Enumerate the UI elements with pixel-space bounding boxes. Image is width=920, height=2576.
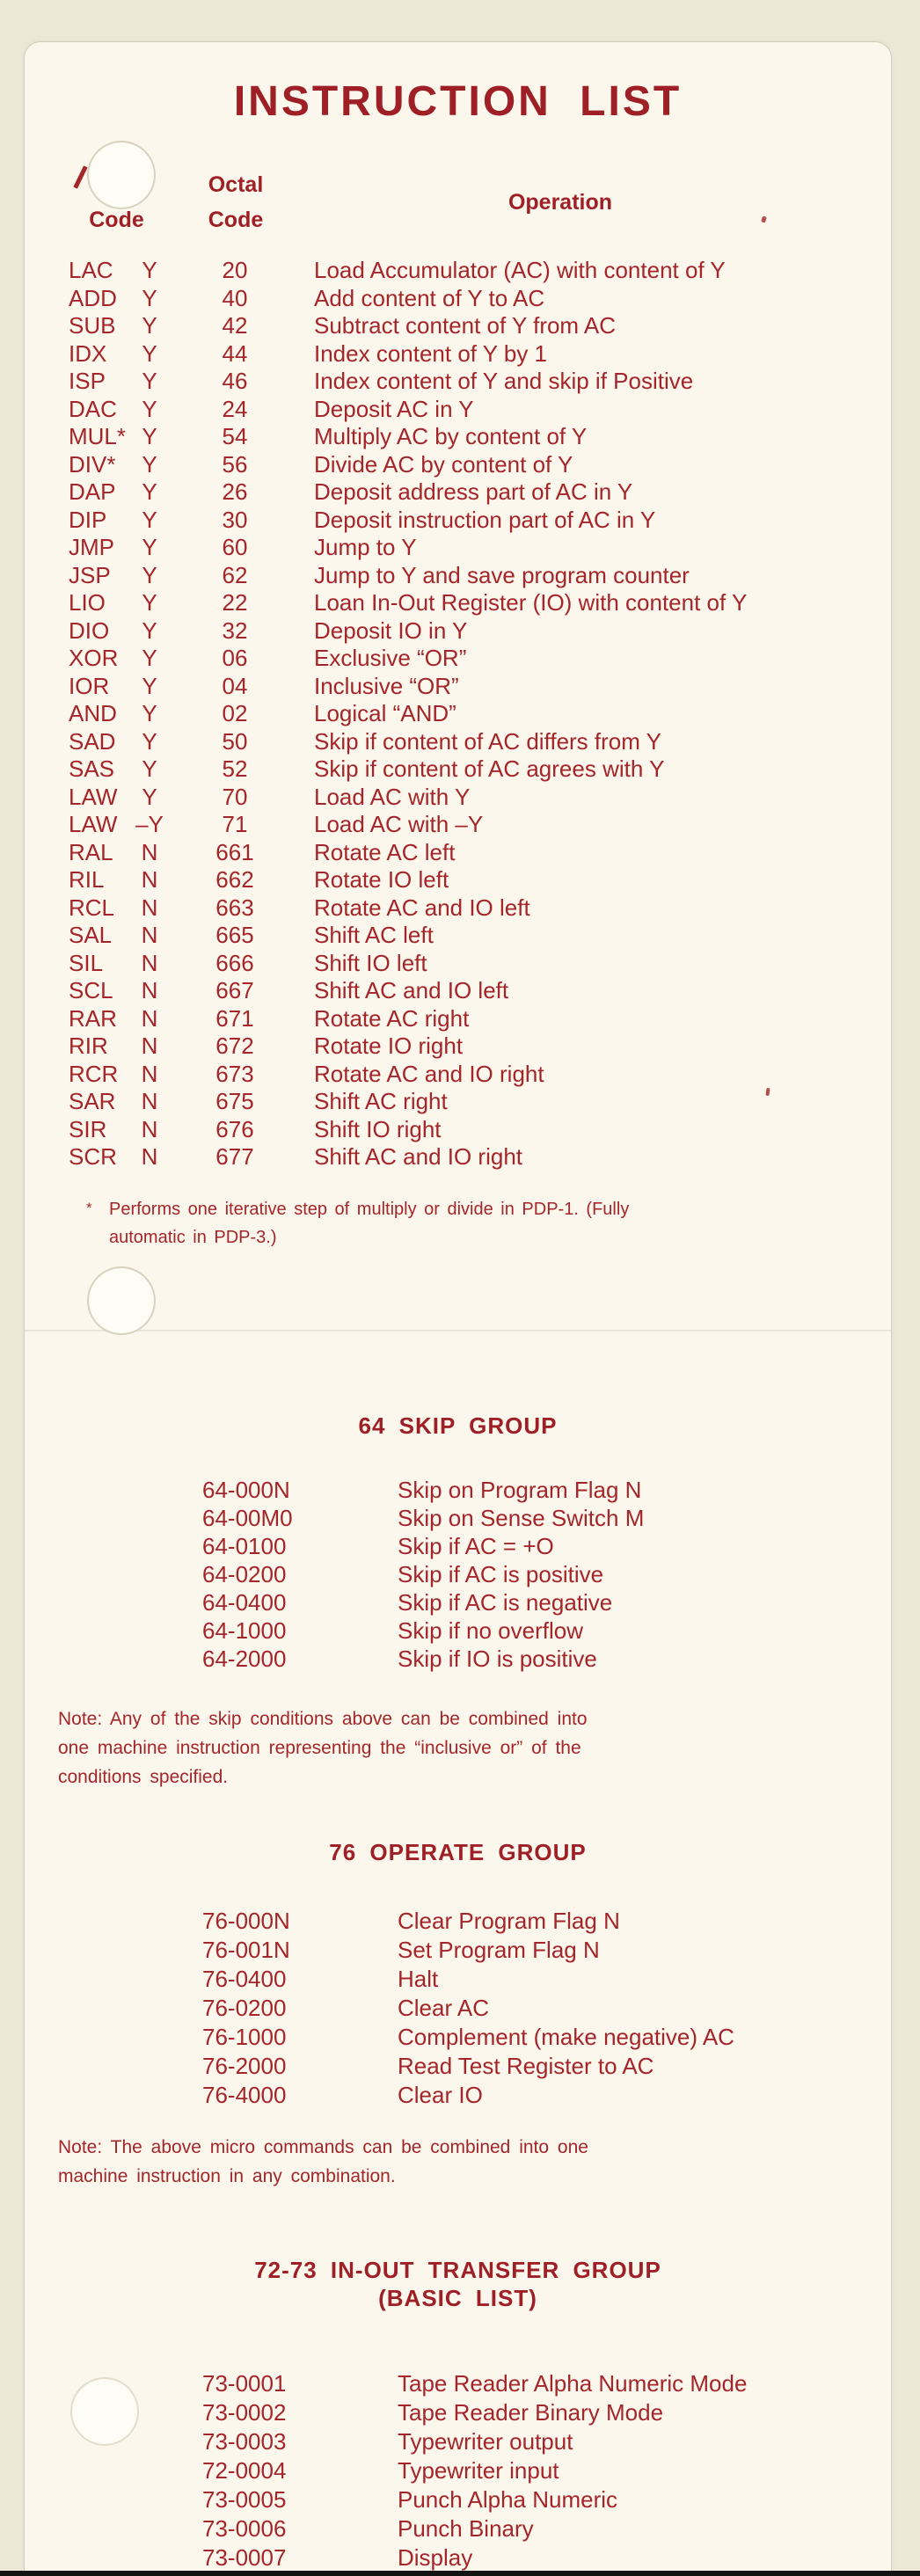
instruction-row [0,478,920,507]
iot-row [0,2456,920,2485]
arg-cell: Y [142,423,157,449]
arg-cell: N [141,838,158,865]
arg-cell: Y [142,506,157,533]
code-cell: DAC [69,395,117,422]
code-cell: 76-000N [202,1908,290,1934]
code-cell: SCL [69,977,113,1003]
operation-cell: Load AC with –Y [314,811,484,837]
operate-row [0,1965,920,1994]
code-cell: DIO [69,617,110,644]
operation-cell: Skip if AC = +O [398,1533,554,1559]
code-cell: DIV* [69,450,116,478]
note-line: Note: The above micro commands can be combined into one [58,2137,588,2157]
code-cell: 64-0100 [202,1533,287,1559]
code-cell: 64-0400 [202,1589,287,1616]
instruction-row [0,368,920,396]
card-seam-edge [25,1330,891,1332]
arg-cell: N [141,1060,158,1087]
operate-row [0,1907,920,1936]
code-cell: 76-0200 [202,1995,287,2021]
operation-cell: Shift AC and IO left [314,977,509,1003]
code-cell: 72-0004 [202,2457,287,2484]
operate-row [0,1936,920,1965]
code-cell: LAW [69,811,118,837]
operation-cell: Rotate AC and IO right [314,1060,544,1087]
arg-cell: Y [142,312,157,339]
operation-cell: Halt [398,1966,439,1992]
operation-cell: Deposit AC in Y [314,395,474,422]
operate-row [0,2023,920,2052]
code-cell: SIR [69,1115,107,1142]
arg-cell: N [141,949,158,976]
operation-cell: Tape Reader Alpha Numeric Mode [398,2370,748,2397]
iot-row [0,2543,920,2572]
instruction-row [0,562,920,590]
code-cell: RCL [69,894,115,921]
operation-cell: Loan In-Out Register (IO) with content of Y [314,589,748,616]
operation-cell: Rotate AC right [314,1004,470,1032]
operate-group-heading: 76 OPERATE GROUP [329,1839,587,1865]
footnote-text1: Performs one iterative step of multiply or divide in PDP-1. (Fully [109,1200,630,1219]
instruction-row [0,866,920,894]
octal-cell: 20 [222,257,248,283]
arg-cell: Y [142,284,157,311]
operation-cell: Rotate IO right [314,1033,464,1059]
operation-cell: Display [398,2544,473,2571]
arg-cell: N [141,1033,158,1059]
code-cell: 73-0005 [202,2486,287,2513]
code-cell: 76-1000 [202,2024,287,2050]
iot-group-subheading: (BASIC LIST) [378,2285,537,2311]
code-cell: SIL [69,949,104,976]
iot-group-table [0,2369,920,2572]
operation-cell: Skip if content of AC differs from Y [314,727,662,755]
instruction-row [0,340,920,369]
instruction-row [0,673,920,701]
arg-cell: Y [142,783,157,810]
octal-cell: 665 [215,922,254,948]
arg-cell: N [141,1115,158,1142]
octal-cell: 666 [215,949,254,976]
operation-cell: Shift IO right [314,1115,442,1142]
skip-row [0,1532,920,1560]
operation-cell: Clear IO [398,2082,483,2108]
operation-cell: Load AC with Y [314,783,471,810]
instruction-row [0,1088,920,1116]
operation-cell: Skip if no overflow [398,1617,583,1644]
code-cell: SUB [69,312,116,339]
arg-cell: –Y [135,811,164,837]
instruction-row [0,396,920,424]
asterisk-marker: * [86,1200,92,1216]
arg-cell: Y [142,561,157,588]
operate-row [0,1994,920,2023]
code-cell: SAS [69,755,115,782]
octal-cell: 677 [215,1143,254,1170]
operation-cell: Deposit address part of AC in Y [314,478,633,505]
code-cell: 76-0400 [202,1966,287,1992]
code-cell: DAP [69,478,116,505]
skip-group-heading: 64 SKIP GROUP [358,1412,558,1439]
octal-cell: 661 [215,838,254,865]
code-cell: RIR [69,1033,108,1059]
instruction-row [0,312,920,340]
code-cell: SCR [69,1143,117,1170]
note-line: conditions specified. [58,1767,229,1787]
arg-cell: Y [142,257,157,283]
code-cell: 76-4000 [202,2082,287,2108]
operation-cell: Skip if AC is positive [398,1561,604,1587]
skip-row [0,1504,920,1532]
note-line: one machine instruction representing the “inclusive or” of the [58,1738,581,1758]
page-title: INSTRUCTION LIST [233,78,683,125]
skip-row [0,1476,920,1504]
code-cell: RIL [69,866,105,893]
operate-group-note [58,2133,727,2191]
instruction-row [0,645,920,673]
code-cell: MUL* [69,423,127,449]
instruction-row [0,839,920,867]
code-cell: 73-0001 [202,2370,287,2397]
arg-cell: Y [142,368,157,394]
octal-cell: 40 [222,284,248,311]
iot-row [0,2514,920,2543]
code-cell: LAW [69,783,118,810]
operation-cell: Skip if IO is positive [398,1646,597,1672]
code-cell: 76-2000 [202,2053,287,2079]
operation-cell: Clear Program Flag N [398,1908,620,1934]
octal-cell: 22 [222,589,248,616]
operation-cell: Inclusive “OR” [314,672,459,699]
code-cell: RAR [69,1004,117,1032]
operation-cell: Shift AC right [314,1088,448,1114]
code-cell: LAC [69,257,113,283]
code-cell: SAR [69,1088,116,1114]
code-cell: ISP [69,368,106,394]
octal-cell: 24 [222,395,248,422]
code-cell: XOR [69,645,119,671]
operation-cell: Deposit instruction part of AC in Y [314,506,656,533]
code-cell: 64-1000 [202,1617,287,1644]
operate-row [0,2081,920,2110]
octal-cell: 673 [215,1060,254,1087]
scan-edge-bar [0,2571,920,2576]
arg-cell: N [141,922,158,948]
arg-cell: Y [142,589,157,616]
operation-cell: Skip if content of AC agrees with Y [314,755,665,782]
code-cell: IDX [69,339,107,367]
operation-cell: Divide AC by content of Y [314,450,573,478]
column-header-octal-code [192,167,280,237]
code-cell: 64-2000 [202,1646,287,1672]
operation-cell: Shift IO left [314,949,427,976]
footnote [86,1194,755,1252]
octal-cell: 62 [222,561,248,588]
footnote-line2: automatic in PDP-3.) [109,1228,277,1247]
operation-cell: Skip on Program Flag N [398,1477,642,1503]
operation-cell: Deposit IO in Y [314,617,468,644]
instruction-row [0,922,920,950]
arg-cell: N [141,1004,158,1032]
instruction-row [0,1116,920,1144]
arg-cell: Y [142,700,157,726]
code-cell: IOR [69,672,110,699]
code-cell: LIO [69,589,106,616]
instruction-table [0,257,920,1171]
instruction-row [0,589,920,617]
operation-cell: Shift AC left [314,922,434,948]
operation-cell: Exclusive “OR” [314,645,467,671]
operation-cell: Read Test Register to AC [398,2053,654,2079]
arg-cell: Y [142,727,157,755]
arg-cell: Y [142,395,157,422]
operation-cell: Rotate AC left [314,838,456,865]
column-header-octal-line1: Octal [208,172,264,197]
instruction-row [0,755,920,784]
operation-cell: Jump to Y [314,534,417,560]
arg-cell: Y [142,755,157,782]
octal-cell: 667 [215,977,254,1003]
code-cell: 64-00M0 [202,1505,293,1531]
operation-cell: Index content of Y by 1 [314,339,548,367]
code-cell: ADD [69,284,117,311]
code-cell: SAL [69,922,113,948]
code-cell: 64-0200 [202,1561,287,1587]
octal-cell: 56 [222,450,248,478]
octal-cell: 54 [222,423,248,449]
operation-cell: Typewriter input [398,2457,559,2484]
code-cell: DIP [69,506,107,533]
operation-cell: Rotate IO left [314,866,449,893]
operation-cell: Add content of Y to AC [314,284,545,311]
operation-cell: Skip on Sense Switch M [398,1505,645,1531]
octal-cell: 60 [222,534,248,560]
operation-cell: Clear AC [398,1995,490,2021]
instruction-row [0,894,920,923]
octal-cell: 672 [215,1033,254,1059]
arg-cell: Y [142,534,157,560]
skip-group-note [58,1704,727,1792]
column-header-octal-line2: Code [208,208,264,232]
instruction-row [0,617,920,646]
operation-cell: Complement (make negative) AC [398,2024,734,2050]
octal-cell: 675 [215,1088,254,1114]
instruction-row [0,451,920,479]
footnote-line1 [86,1194,755,1223]
instruction-row [0,507,920,535]
operation-cell: Load Accumulator (AC) with content of Y [314,257,726,283]
operation-cell: Multiply AC by content of Y [314,423,588,449]
operation-cell: Set Program Flag N [398,1937,600,1963]
arg-cell: N [141,1143,158,1170]
code-cell: SAD [69,727,116,755]
code-cell: AND [69,700,117,726]
octal-cell: 70 [222,783,248,810]
arg-cell: N [141,894,158,921]
operation-cell: Typewriter output [398,2428,573,2455]
skip-row [0,1616,920,1645]
octal-cell: 44 [222,339,248,367]
skip-row [0,1588,920,1616]
arg-cell: N [141,1088,158,1114]
operate-group-table [0,1907,920,2110]
instruction-row [0,1033,920,1061]
code-cell: 73-0003 [202,2428,287,2455]
arg-cell: N [141,866,158,893]
operation-cell: Subtract content of Y from AC [314,312,617,339]
instruction-row [0,811,920,839]
operation-cell: Tape Reader Binary Mode [398,2399,664,2426]
operation-cell: Index content of Y and skip if Positive [314,368,694,394]
instruction-row [0,977,920,1005]
octal-cell: 52 [222,755,248,782]
operate-row [0,2052,920,2081]
note-line: machine instruction in any combination. [58,2166,396,2186]
skip-row [0,1560,920,1588]
instruction-row [0,257,920,285]
instruction-row [0,285,920,313]
code-cell: JMP [69,534,114,560]
octal-cell: 04 [222,672,248,699]
instruction-row [0,784,920,812]
instruction-row [0,700,920,728]
octal-cell: 30 [222,506,248,533]
octal-cell: 42 [222,312,248,339]
octal-cell: 06 [222,645,248,671]
arg-cell: Y [142,645,157,671]
operation-cell: Jump to Y and save program counter [314,561,690,588]
arg-cell: Y [142,450,157,478]
iot-row [0,2398,920,2427]
arg-cell: Y [142,478,157,505]
code-cell: RAL [69,838,113,865]
octal-cell: 46 [222,368,248,394]
operation-cell: Punch Binary [398,2515,534,2542]
column-header-operation: Operation [507,190,613,215]
code-cell: RCR [69,1060,119,1087]
octal-cell: 671 [215,1004,254,1032]
instruction-row [0,1061,920,1089]
octal-cell: 50 [222,727,248,755]
iot-row [0,2485,920,2514]
skip-row [0,1645,920,1673]
code-cell: JSP [69,561,111,588]
operation-cell: Logical “AND” [314,700,456,726]
instruction-row [0,950,920,978]
instruction-row [0,728,920,756]
operation-cell: Punch Alpha Numeric [398,2486,618,2513]
code-cell: 73-0002 [202,2399,287,2426]
operation-cell: Shift AC and IO right [314,1143,523,1170]
hole-punch-top [87,141,156,209]
octal-cell: 02 [222,700,248,726]
octal-cell: 32 [222,617,248,644]
code-cell: 73-0007 [202,2544,287,2571]
octal-cell: 26 [222,478,248,505]
operation-cell: Skip if AC is negative [398,1589,613,1616]
note-line: Note: Any of the skip conditions above can be combined into [58,1709,588,1729]
hole-punch-middle [87,1266,156,1335]
arg-cell: Y [142,672,157,699]
octal-cell: 71 [222,811,248,837]
arg-cell: Y [142,617,157,644]
octal-cell: 662 [215,866,254,893]
instruction-row [0,1143,920,1171]
iot-row [0,2369,920,2398]
operation-cell: Rotate AC and IO left [314,894,530,921]
instruction-row [0,1005,920,1033]
code-cell: 64-000N [202,1477,290,1503]
arg-cell: N [141,977,158,1003]
octal-cell: 663 [215,894,254,921]
iot-row [0,2427,920,2456]
iot-group-heading: 72-73 IN-OUT TRANSFER GROUP [254,2257,661,2283]
skip-group-table [0,1476,920,1673]
code-cell: 73-0006 [202,2515,287,2542]
octal-cell: 676 [215,1115,254,1142]
column-header-code: Code [89,208,144,232]
instruction-row [0,423,920,451]
code-cell: 76-001N [202,1937,290,1963]
instruction-row [0,534,920,562]
arg-cell: Y [142,339,157,367]
